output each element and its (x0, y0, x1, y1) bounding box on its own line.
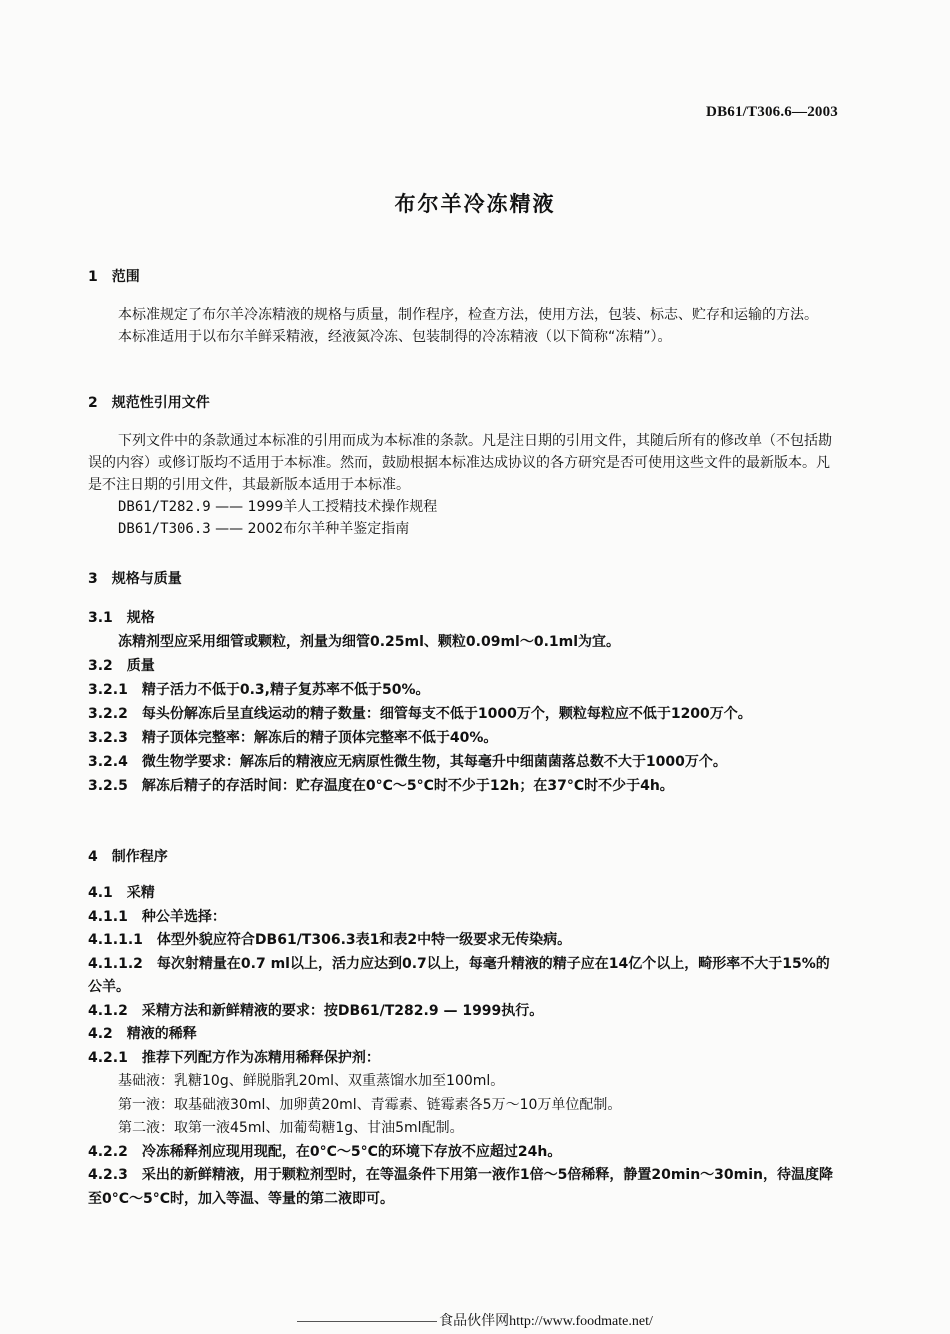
subsection-heading: 4.2 精液的稀释 (88, 1026, 197, 1042)
clause: 4.1.2 采精方法和新鲜精液的要求：按DB61/T282.9 — 1999执行。 (88, 1002, 544, 1019)
scope-body (88, 304, 840, 348)
production-body (88, 882, 840, 1211)
reference-dash: —— (215, 499, 244, 515)
section-heading: 3 规格与质量 (88, 571, 182, 587)
clause: 3.2.3 精子顶体完整率：解冻后的精子顶体完整率不低于40%。 (88, 730, 498, 746)
subsection-heading: 3.1 规格 (88, 610, 155, 626)
clause: 3.2.4 微生物学要求：解冻后的精液应无病原性微生物，其每毫升中细菌菌落总数不大于1000万个。 (88, 754, 727, 770)
paragraph: 本标准规定了布尔羊冷冻精液的规格与质量，制作程序，检查方法，使用方法，包装、标志、贮存和运输的方法。 (118, 307, 818, 323)
reference-title: 1999羊人工授精技术操作规程 (247, 499, 438, 515)
subsection-heading: 4.1 采精 (88, 885, 155, 901)
footer-text: 食品伙伴网http://www.foodmate.net/ (439, 1314, 653, 1329)
refs-body (88, 430, 840, 540)
clause: 4.1.1.1 体型外貌应符合DB61/T306.3表1和表2中特一级要求无传染病。 (88, 932, 572, 948)
section-heading: 1 范围 (88, 269, 140, 285)
section-heading: 2 规范性引用文件 (88, 395, 210, 411)
reference-title: 2002布尔羊种羊鉴定指南 (247, 521, 410, 537)
clause: 4.2.3 采出的新鲜精液，用于颗粒剂型时，在等温条件下用第一液作1倍～5倍稀释，静置20min～30min，待温度降至0°C～5°C时，加入等温、等量的第二液即可。 (88, 1167, 834, 1207)
clause: 4.1.1 种公羊选择： (88, 908, 226, 925)
formula-line: 基础液：乳糖10g、鲜脱脂乳20ml、双重蒸馏水加至100ml。 (118, 1073, 505, 1089)
formula-line: 第一液：取基础液30ml、加卵黄20ml、青霉素、链霉素各5万～10万单位配制。 (118, 1096, 622, 1113)
standard-code: DB61/T306.6—2003 (706, 104, 838, 120)
reference-item (88, 496, 840, 518)
reference-code: DB61/T282.9 (118, 499, 211, 515)
reference-item (88, 518, 840, 540)
spec-quality-body (88, 606, 840, 798)
clause: 4.2.2 冷冻稀释剂应现用现配，在0°C～5°C的环境下存放不应超过24h。 (88, 1143, 562, 1160)
document-title: 布尔羊冷冻精液 (394, 192, 556, 216)
clause: 3.2.2 每头份解冻后呈直线运动的精子数量：细管每支不低于1000万个，颗粒每粒应不低于1200万个。 (88, 706, 752, 722)
reference-code: DB61/T306.3 (118, 521, 211, 537)
clause: 3.2.1 精子活力不低于0.3,精子复苏率不低于50%。 (88, 682, 430, 698)
formula-line: 第二液：取第一液45ml、加葡萄糖1g、甘油5ml配制。 (118, 1120, 464, 1136)
paragraph: 下列文件中的条款通过本标准的引用而成为本标准的条款。凡是注日期的引用文件，其随后所有的修改单（不包括勘误的内容）或修订版均不适用于本标准。然而，鼓励根据本标准达成协议的各方研究是否可使用这些文件的最新版本。凡是不注日期的引用文件，其最新版本适用于本标准。 (88, 433, 832, 493)
section-spec-quality (88, 568, 840, 590)
section-heading: 4 制作程序 (88, 849, 168, 865)
footer-rule (297, 1321, 437, 1322)
clause: 4.1.1.2 每次射精量在0.7 ml以上，活力应达到0.7以上，每毫升精液的精子应在14亿个以上，畸形率不大于15%的公羊。 (88, 955, 830, 995)
subsection-heading: 3.2 质量 (88, 658, 155, 674)
section-scope (88, 266, 840, 288)
paragraph: 冻精剂型应采用细管或颗粒，剂量为细管0.25ml、颗粒0.09ml～0.1ml为宜。 (118, 634, 621, 650)
reference-dash: —— (215, 521, 244, 537)
section-production (88, 846, 840, 868)
footer-watermark (0, 1310, 950, 1330)
paragraph: 本标准适用于以布尔羊鲜采精液，经液氮冷冻、包装制得的冷冻精液（以下简称“冻精”）。 (118, 329, 672, 345)
section-normative-refs (88, 392, 840, 414)
clause: 4.2.1 推荐下列配方作为冻精用稀释保护剂： (88, 1049, 380, 1066)
clause: 3.2.5 解冻后精子的存活时间：贮存温度在0°C～5°C时不少于12h；在37°C时不少于4h。 (88, 778, 674, 794)
